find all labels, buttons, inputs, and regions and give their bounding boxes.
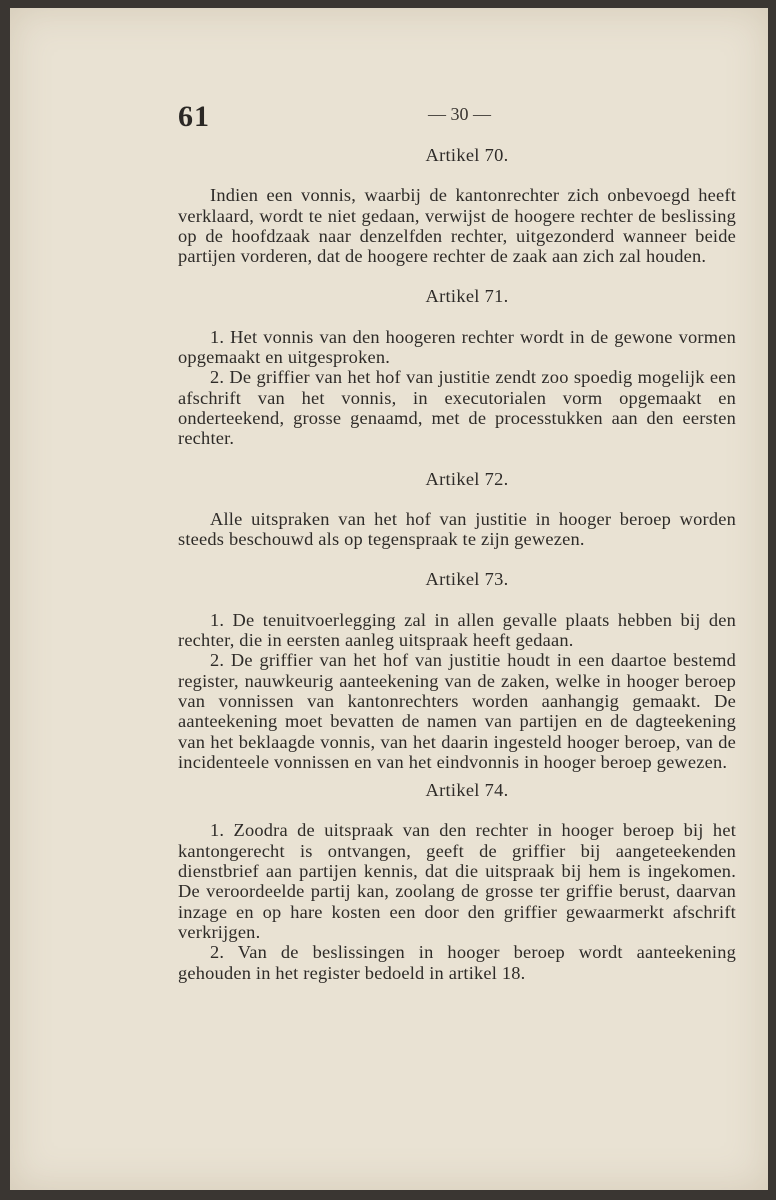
article-paragraph: 1. Zoodra de uitspraak van den rechter in hooger beroep bij het kantongerecht is ontvangen, geeft de griffier bij aangeteekenden dienstbrief aan partijen kennis, dat die uitspraak bij hem is ingekomen. De veroordeelde partij kan, zoolang de grosse ter griffie berust, daarvan inzage en op hare kosten een door den griffier gewaarmerkt afschrift verkrijgen. bbox=[178, 820, 736, 942]
article-heading: Artikel 74. bbox=[425, 780, 509, 801]
article-heading: Artikel 70. bbox=[425, 145, 509, 165]
article-paragraph: 2. De griffier van het hof van justitie zendt zoo spoedig mogelijk een afschrift van het vonnis, in executorialen vorm opgemaakt en onderteekend, grosse genaamd, met de processtukken aan den eersten rechter. bbox=[178, 367, 736, 449]
article-paragraph: 1. De tenuitvoerlegging zal in allen gevalle plaats hebben bij den rechter, die in eersten aanleg uitspraak heeft gedaan. bbox=[178, 609, 736, 651]
article-paragraph: 2. De griffier van het hof van justitie houdt in een daartoe bestemd register, nauwkeurig aanteekening van de zaken, welke in hooger beroep van vonnissen van kantonrechters worden aanhangig gemaakt. De aanteekening moet bevatten de namen van partijen en de dagteekening van het beklaagde vonnis, van het daarin ingesteld hooger beroep, van de incidenteele vonnissen en van het eindvonnis in hooger beroep gewezen. bbox=[178, 650, 736, 772]
book-page bbox=[10, 8, 768, 1190]
article-heading: Artikel 72. bbox=[425, 468, 509, 489]
page-folio-number: 61 bbox=[178, 100, 210, 133]
article-paragraph: Indien een vonnis, waarbij de kantonrechter zich onbevoegd heeft verklaard, wordt te niet gedaan, verwijst de hoogere rechter de beslissing op de hoofdzaak naar denzelfden rechter, uitgezonderd wanneer beide partijen vorderen, dat de hoogere rechter de zaak aan zich zal houden. bbox=[178, 185, 736, 267]
article-paragraph: 1. Het vonnis van den hoogeren rechter wordt in de gewone vormen opgemaakt en uitgesproken. bbox=[178, 326, 736, 368]
article-paragraph: Alle uitspraken van het hof van justitie in hooger beroep worden steeds beschouwd als op tegenspraak te zijn gewezen. bbox=[178, 508, 736, 550]
article-paragraph: 2. Van de beslissingen in hooger beroep wordt aanteekening gehouden in het register bedoeld in artikel 18. bbox=[178, 942, 736, 983]
article-heading: Artikel 73. bbox=[425, 569, 509, 590]
article-heading: Artikel 71. bbox=[425, 286, 509, 307]
running-page-number: — 30 — bbox=[428, 104, 491, 124]
page-body bbox=[178, 145, 736, 983]
